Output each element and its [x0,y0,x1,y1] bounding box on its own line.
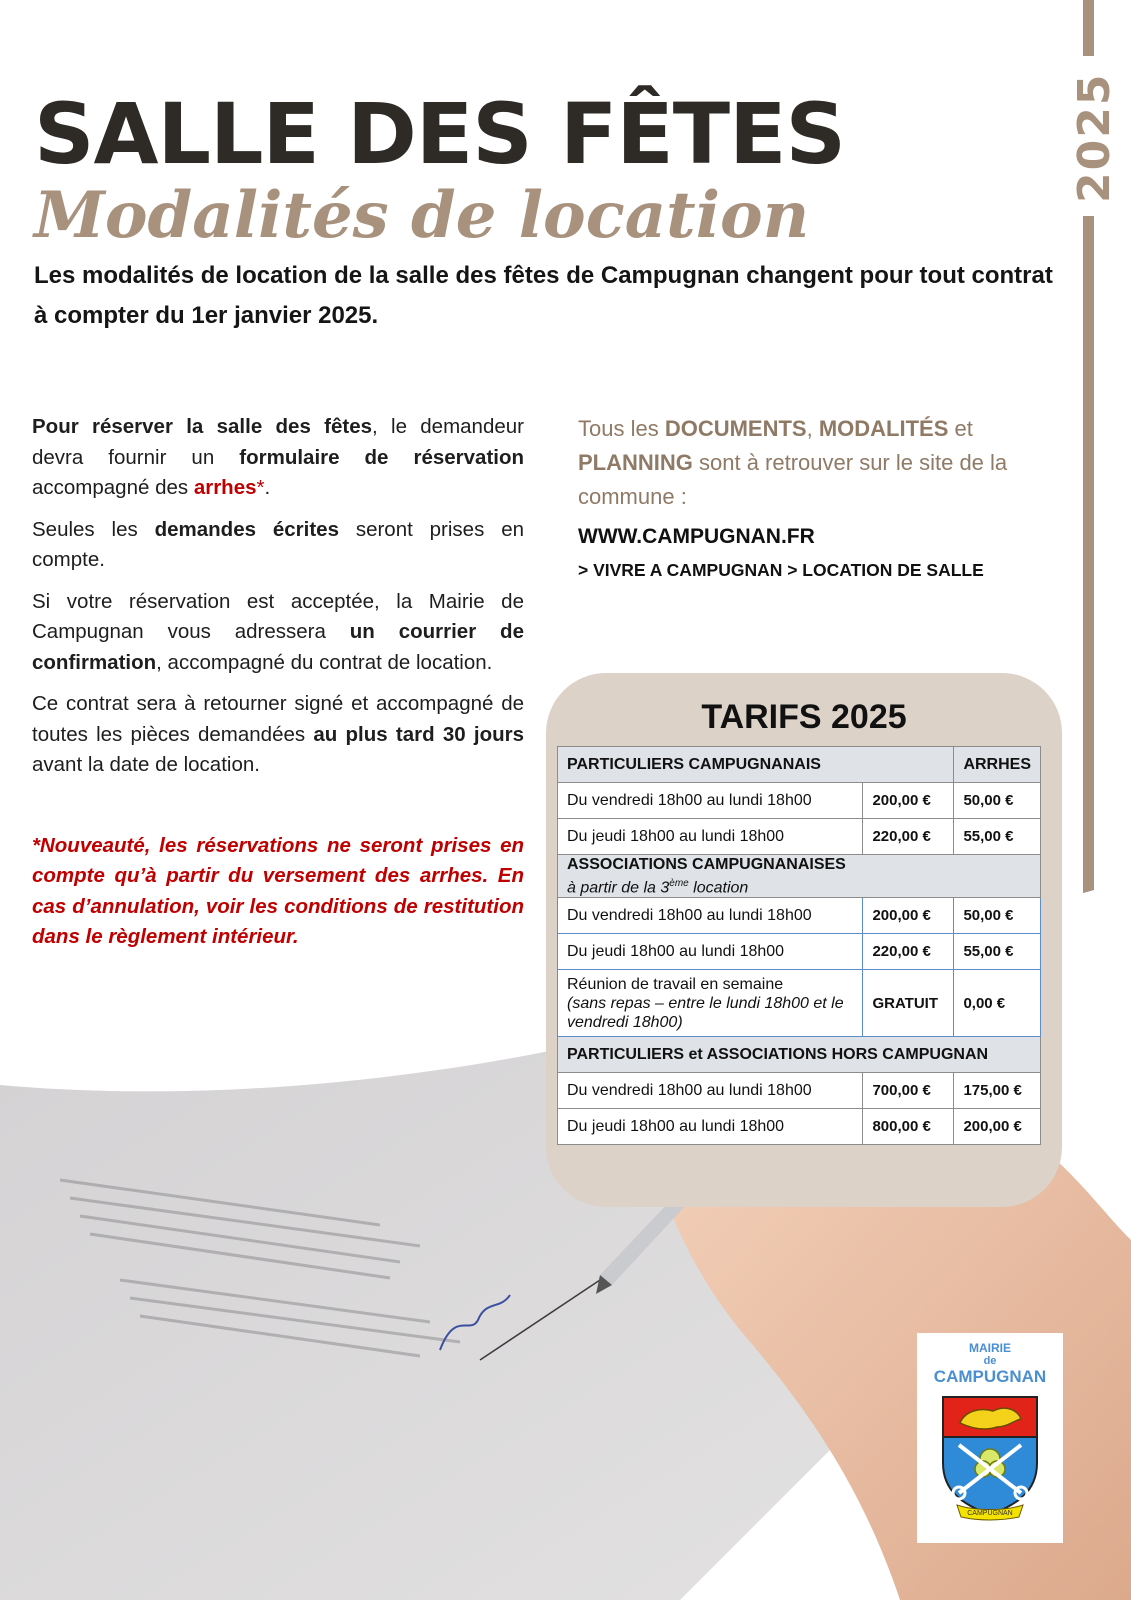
section-header: ASSOCIATIONS CAMPUGNANAISES à partir de la 3ème location [558,855,1041,898]
documents-info: Tous les DOCUMENTS, MODALITÉS et PLANNING sont à retrouver sur le site de la commune : [578,416,1008,509]
website-link[interactable]: WWW.CAMPUGNAN.FR [578,525,815,548]
section-header: PARTICULIERS CAMPUGNANAIS [558,747,954,783]
tarifs-table [557,746,1041,1145]
rule-paragraph-4: Ce contrat sera à retourner signé et accompagné de toutes les pièces demandées au plus tard 30 jours avant la date de location. [32,692,524,776]
reservation-rules [32,412,524,964]
table-row: Du jeudi 18h00 au lundi 18h00 220,00 € 55,00 € [558,934,1041,970]
table-row: Du vendredi 18h00 au lundi 18h00 200,00 € 50,00 € [558,898,1041,934]
rule-paragraph-3: Si votre réservation est acceptée, la Mairie de Campugnan vous adressera un courrier de confirmation, accompagné du contrat de location. [32,589,524,674]
table-row: Réunion de travail en semaine (sans repas – entre le lundi 18h00 et le vendredi 18h00) GRATUIT 0,00 € [558,970,1041,1037]
website-path: > VIVRE A CAMPUGNAN > LOCATION DE SALLE [578,560,984,580]
page-title: SALLE DES FÊTES [34,85,845,183]
table-row [558,1037,1041,1073]
svg-text:CAMPUGNAN: CAMPUGNAN [967,1510,1013,1517]
rule-paragraph-1: Pour réserver la salle des fêtes, le demandeur devra fournir un formulaire de réservation accompagné des arrhes*. [32,415,525,499]
table-row [558,747,1041,783]
coat-of-arms-icon [935,1393,1045,1523]
table-row [558,855,1041,898]
tarifs-title: TARIFS 2025 [701,698,907,736]
rule-paragraph-2: Seules les demandes écrites seront prises en compte. [32,517,524,571]
table-row: Du jeudi 18h00 au lundi 18h00 220,00 € 55,00 € [558,819,1041,855]
mairie-logo: MAIRIE de CAMPUGNAN CAMPUGNAN [917,1333,1063,1543]
table-row: Du vendredi 18h00 au lundi 18h00 700,00 € 175,00 € [558,1073,1041,1109]
table-row: Du jeudi 18h00 au lundi 18h00 800,00 € 200,00 € [558,1109,1041,1145]
nouveaute-note: *Nouveauté, les réservations ne seront prises en compte qu’à partir du versement des arrhes. En cas d’annulation, voir les conditions de restitution dans le règlement intérieur. [32,833,524,948]
page-subtitle: Modalités de location [34,178,810,253]
section-header: PARTICULIERS et ASSOCIATIONS HORS CAMPUGNAN [558,1037,1041,1073]
year-label: 2025 [1069,72,1120,203]
arrhes-header: ARRHES [954,747,1041,783]
arrhes-word: arrhes [193,476,257,499]
intro-text: Les modalités de location de la salle des fêtes de Campugnan changent pour tout contrat à compter du 1er janvier 2025. [34,262,1053,329]
table-row: Du vendredi 18h00 au lundi 18h00 200,00 € 50,00 € [558,783,1041,819]
